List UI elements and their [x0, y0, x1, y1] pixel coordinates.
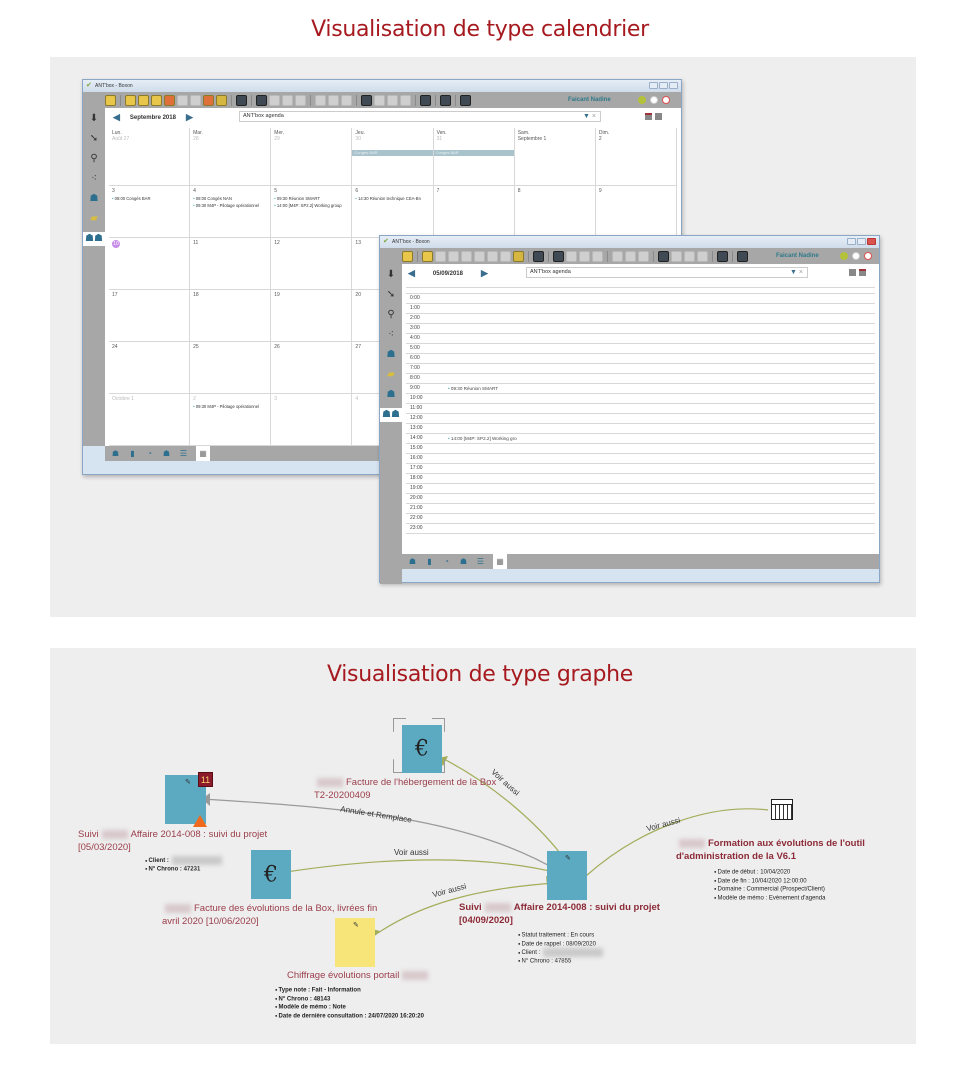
app-logo-icon: ✔ — [383, 238, 389, 245]
graph-panel — [50, 648, 916, 1044]
day-content — [402, 264, 879, 554]
month-view-icon[interactable] — [859, 269, 866, 276]
user-list-tab-icon[interactable]: ☰ — [179, 449, 188, 458]
disabled-tool-icon[interactable] — [190, 95, 201, 106]
day-number: 20 — [355, 292, 361, 298]
disabled-tool-icon[interactable] — [625, 251, 636, 262]
graph-section-title: Visualisation de type graphe — [326, 662, 634, 687]
day-cell[interactable] — [109, 238, 190, 290]
zoom-out-icon[interactable] — [295, 95, 306, 106]
sound-icon[interactable] — [852, 252, 860, 260]
hour-row[interactable] — [406, 414, 875, 424]
day-cell[interactable] — [434, 128, 515, 186]
day-cell[interactable] — [434, 186, 515, 238]
day-number: 6 — [355, 188, 359, 194]
hour-label: 13:00 — [410, 425, 423, 431]
sound-icon[interactable] — [650, 96, 658, 104]
hour-row[interactable] — [406, 474, 875, 484]
notes-icon[interactable]: ▰ — [90, 213, 98, 224]
pencil-icon: ✎ — [353, 922, 359, 929]
help-icon[interactable] — [513, 251, 524, 262]
warning-icon — [193, 815, 207, 827]
weekday-header: Mar. — [193, 130, 203, 136]
power-icon[interactable] — [662, 96, 670, 104]
day-view-icon[interactable] — [849, 269, 856, 276]
day-cell[interactable] — [190, 394, 271, 446]
calendar-section-title: Visualisation de type calendrier — [311, 17, 649, 42]
day-cell[interactable] — [515, 128, 596, 186]
hour-label: 4:00 — [410, 335, 420, 341]
edit-icon[interactable] — [164, 95, 175, 106]
day-cell[interactable] — [352, 186, 433, 238]
window-titlebar — [380, 236, 879, 248]
user-lock-icon[interactable]: ☗ — [89, 193, 99, 204]
hour-label: 20:00 — [410, 495, 423, 501]
hour-label: 9:00 — [410, 385, 420, 391]
day-number: 28 — [193, 136, 199, 142]
folder-open-icon[interactable] — [151, 95, 162, 106]
node-suivi-old-props: ● Client : ● N° Chrono : 47231 — [145, 856, 225, 874]
hour-row[interactable] — [406, 294, 875, 304]
close-button[interactable] — [867, 238, 876, 245]
hour-label: 14:00 — [410, 435, 423, 441]
disabled-tool-icon[interactable] — [684, 251, 695, 262]
hour-label: 7:00 — [410, 365, 420, 371]
hour-label: 15:00 — [410, 445, 423, 451]
pencil-icon: ✎ — [185, 779, 191, 786]
day-number: 11 — [193, 240, 199, 246]
bottom-tabbar — [402, 554, 879, 569]
prev-day-button[interactable]: ◀ — [408, 268, 415, 278]
filter-icon[interactable]: ▼ × — [583, 113, 596, 120]
hour-label: 18:00 — [410, 475, 423, 481]
day-number: 17 — [112, 292, 118, 298]
hour-row[interactable] — [406, 424, 875, 434]
disabled-tool-icon[interactable] — [400, 95, 411, 106]
weekday-header: Ven. — [436, 130, 447, 136]
day-view-window — [379, 235, 880, 583]
day-cell[interactable] — [109, 290, 190, 342]
report-icon[interactable] — [737, 251, 748, 262]
day-number: 30 — [355, 136, 361, 142]
node-suivi-current[interactable] — [547, 851, 587, 900]
day-cell[interactable] — [271, 394, 352, 446]
edge-label-voir-aussi: Voir aussi — [394, 848, 429, 857]
disabled-tool-icon[interactable] — [448, 251, 459, 262]
day-cell[interactable] — [109, 128, 190, 186]
weekday-header: Dim. — [598, 130, 610, 136]
download-icon[interactable]: ⬇ — [386, 269, 396, 280]
hour-label: 5:00 — [410, 345, 420, 351]
hour-row[interactable] — [406, 494, 875, 504]
chart-tab-icon[interactable]: ▮ — [427, 557, 432, 566]
disabled-tool-icon[interactable] — [374, 95, 385, 106]
remove-icon[interactable] — [203, 95, 214, 106]
day-nav — [408, 268, 488, 279]
node-formation-props: ● Date de début : 10/04/2020 ● Date de fin : 10/04/2020 12:00:00 ● Domaine : Commercial (Prospect/Client) ● Modèle de mémo : Evènement d'agenda — [714, 868, 825, 902]
disabled-tool-icon[interactable] — [500, 251, 511, 262]
edge-label-voir-aussi: Voir aussi — [489, 767, 522, 798]
day-number: 5 — [274, 188, 278, 194]
disabled-tool-icon[interactable] — [487, 251, 498, 262]
day-number: 25 — [193, 344, 199, 350]
redacted-text — [679, 839, 705, 848]
day-number: 3 — [274, 396, 278, 402]
node-chiffrage-note[interactable] — [335, 918, 375, 967]
calendar-event[interactable]: • 14:00 [M4P: SP2.2] Working gro — [448, 434, 517, 443]
dashboard-tab-icon[interactable]: ◔ — [147, 449, 152, 458]
hour-label: 22:00 — [410, 515, 423, 521]
hour-row[interactable] — [406, 504, 875, 514]
day-number: 26 — [274, 344, 280, 350]
day-cell[interactable] — [109, 394, 190, 446]
minimize-button[interactable] — [847, 238, 856, 245]
day-cell[interactable] — [271, 342, 352, 394]
hour-row[interactable] — [406, 444, 875, 454]
day-number: 9 — [598, 188, 602, 194]
disabled-tool-icon[interactable] — [315, 95, 326, 106]
note-icon[interactable] — [125, 95, 136, 106]
day-number: Septembre 1 — [517, 136, 547, 142]
status-dot-icon[interactable] — [840, 252, 848, 260]
disabled-tool-icon[interactable] — [697, 251, 708, 262]
day-number: 27 — [355, 344, 361, 350]
pointer-icon[interactable] — [533, 251, 544, 262]
user-lock-icon[interactable]: ☗ — [386, 349, 396, 360]
day-cell[interactable] — [596, 128, 677, 186]
folder-icon[interactable] — [138, 95, 149, 106]
disabled-tool-icon[interactable] — [566, 251, 577, 262]
day-number: Octobre 1 — [112, 396, 134, 402]
today-marker: 10 — [113, 241, 119, 247]
redacted-text — [165, 904, 191, 913]
network-icon[interactable] — [361, 95, 372, 106]
left-sidebar — [380, 264, 402, 584]
day-number: Août 27 — [112, 136, 130, 142]
maximize-button[interactable] — [659, 82, 668, 89]
hour-label: 16:00 — [410, 455, 423, 461]
hour-row[interactable] — [406, 514, 875, 524]
hour-label: 0:00 — [410, 295, 420, 301]
note-icon[interactable] — [422, 251, 433, 262]
disabled-tool-icon[interactable] — [461, 251, 472, 262]
weekday-header: Lun. — [112, 130, 122, 136]
redacted-text — [485, 903, 511, 912]
calendar-event[interactable]: • 09:30 M4P - Pilotage opérationnel — [193, 203, 267, 208]
notes-icon[interactable]: ▰ — [387, 369, 395, 380]
agenda-select[interactable] — [239, 111, 601, 122]
node-formation-label[interactable]: Formation aux évolutions de l'outil d'administration de la V6.1 — [676, 838, 865, 862]
day-cell[interactable] — [515, 186, 596, 238]
window-titlebar — [83, 80, 681, 92]
hour-label: 10:00 — [410, 395, 423, 401]
hour-row[interactable] — [406, 464, 875, 474]
day-number: 18 — [193, 292, 199, 298]
calendar-panel — [50, 57, 916, 617]
search-icon[interactable]: ⚲ — [90, 153, 98, 164]
day-number: 8 — [517, 188, 521, 194]
count-badge: 11 — [198, 772, 213, 787]
disabled-tool-icon[interactable] — [387, 95, 398, 106]
contact-tab-icon[interactable]: ☗ — [111, 449, 120, 458]
dashboard-tab-icon[interactable]: ◔ — [444, 557, 449, 566]
node-facture-evolutions[interactable] — [251, 850, 291, 899]
day-number: 3 — [112, 188, 115, 194]
day-number: 13 — [355, 240, 361, 246]
day-cell[interactable] — [109, 186, 190, 238]
day-number: 31 — [436, 136, 443, 142]
network-icon[interactable] — [658, 251, 669, 262]
users-icon[interactable]: ☗☗ — [83, 232, 105, 246]
weekday-header: Mer. — [274, 130, 285, 136]
day-number: 12 — [274, 240, 280, 246]
hour-row[interactable] — [406, 354, 875, 364]
window-controls — [847, 238, 876, 245]
calendar-event[interactable]: • 14:00 [M4P: SP2.2] Working group — [274, 203, 348, 208]
report-icon[interactable] — [440, 95, 451, 106]
hour-label: 2:00 — [410, 315, 420, 321]
hour-label: 3:00 — [410, 325, 420, 331]
calendar-event[interactable]: • 09:30 Réunion SMART — [274, 196, 348, 201]
hour-row[interactable] — [406, 374, 875, 384]
disabled-tool-icon[interactable] — [474, 251, 485, 262]
filter-icon[interactable]: ▼ × — [790, 269, 803, 276]
hour-row[interactable] — [406, 454, 875, 464]
hour-label: 11:00 — [410, 405, 423, 411]
disabled-tool-icon[interactable] — [612, 251, 623, 262]
hour-row[interactable] — [406, 394, 875, 404]
day-cell[interactable] — [271, 238, 352, 290]
cursor-icon[interactable]: ➘ — [386, 289, 396, 300]
main-toolbar — [380, 248, 879, 264]
sync-users-icon[interactable]: ☗ — [386, 389, 396, 400]
node-suivi-current-label[interactable]: Suivi Affaire 2014-008 : suivi du projet [04/09/2020] — [459, 902, 660, 926]
month-nav — [113, 112, 193, 123]
disabled-tool-icon[interactable] — [177, 95, 188, 106]
hour-label: 8:00 — [410, 375, 420, 381]
node-chiffrage-label[interactable]: Chiffrage évolutions portail — [287, 969, 431, 982]
redacted-text — [402, 971, 428, 980]
edge-label-voir-aussi: Voir aussi — [431, 881, 468, 900]
day-cell[interactable] — [596, 186, 677, 238]
euro-icon: € — [264, 862, 278, 887]
hour-label: 23:00 — [410, 525, 423, 531]
pencil-icon: ✎ — [565, 855, 571, 862]
all-day-event[interactable]: Congés BAR — [352, 150, 432, 156]
node-suivi-current-props: ● Statut traitement : En cours ● Date de rappel : 08/09/2020 ● Client : ● N° Chrono : 47855 — [518, 931, 606, 966]
redacted-text — [317, 778, 343, 787]
agenda-value: ANT'box agenda — [530, 269, 571, 275]
app-logo-icon: ✔ — [86, 82, 92, 89]
day-cell[interactable] — [271, 186, 352, 238]
eye-icon[interactable] — [717, 251, 728, 262]
window-title: ANT'box - Boxon — [95, 83, 133, 89]
zoom-in-icon[interactable] — [579, 251, 590, 262]
left-sidebar — [83, 108, 105, 446]
chart-tab-icon[interactable]: ▮ — [130, 449, 135, 458]
group-tab-icon[interactable]: ☗ — [162, 449, 171, 458]
hour-row[interactable] — [406, 314, 875, 324]
cursor-icon[interactable]: ➘ — [89, 133, 99, 144]
edge-label-voir-aussi: Voir aussi — [645, 815, 682, 834]
day-number: 29 — [274, 136, 280, 142]
calendar-event-icon[interactable] — [771, 799, 793, 820]
delete-doc-icon[interactable] — [402, 251, 413, 262]
hour-row[interactable] — [406, 404, 875, 414]
calendar-event[interactable]: • 14:30 Réunion technique CEA-Bn — [355, 196, 429, 201]
month-view-icon[interactable] — [645, 113, 652, 120]
hour-row[interactable] — [406, 324, 875, 334]
day-number — [112, 240, 186, 250]
weekday-header: Sam. — [517, 130, 530, 136]
hour-row[interactable] — [406, 524, 875, 534]
current-user[interactable]: Faicant Nadine — [776, 253, 819, 259]
hour-label: 6:00 — [410, 355, 420, 361]
current-user[interactable]: Faicant Nadine — [568, 97, 611, 103]
minimize-button[interactable] — [649, 82, 658, 89]
day-number: 7 — [436, 188, 440, 194]
calendar-tab-icon[interactable]: ▦ — [493, 554, 507, 569]
day-number: 24 — [112, 344, 118, 350]
day-cell[interactable] — [190, 238, 271, 290]
power-icon[interactable] — [864, 252, 872, 260]
group-tab-icon[interactable]: ☗ — [459, 557, 468, 566]
hour-row[interactable] — [406, 344, 875, 354]
close-button[interactable] — [669, 82, 678, 89]
calendar-event[interactable]: • 08:00 Congés NAN — [193, 196, 267, 201]
user-list-tab-icon[interactable]: ☰ — [476, 557, 485, 566]
day-cell[interactable] — [271, 290, 352, 342]
calendar-event[interactable]: • 09:30 Réunion SMART — [448, 384, 498, 393]
hour-row[interactable] — [406, 484, 875, 494]
day-cell[interactable] — [190, 342, 271, 394]
hour-label: 1:00 — [410, 305, 420, 311]
disabled-tool-icon[interactable] — [328, 95, 339, 106]
day-number: 19 — [274, 292, 280, 298]
view-switcher — [849, 269, 866, 276]
prev-month-button[interactable]: ◀ — [113, 112, 120, 122]
window-controls — [649, 82, 678, 89]
search-icon[interactable] — [553, 251, 564, 262]
hour-row[interactable] — [406, 384, 875, 394]
node-suivi-old-label[interactable]: Suivi Affaire 2014-008 : suivi du projet [05/03/2020] — [78, 829, 268, 853]
node-chiffrage-props: ● Type note : Fait - Information ● N° Chrono : 48143 ● Modèle de mémo : Note ● Date de dernière consultation : 24/07/2020 16:20:20 — [275, 986, 424, 1020]
disabled-tool-icon[interactable] — [638, 251, 649, 262]
day-cell[interactable] — [352, 128, 433, 186]
search-icon[interactable]: ⚲ — [387, 309, 395, 320]
next-month-button[interactable]: ▶ — [185, 112, 193, 122]
day-cell[interactable] — [190, 186, 271, 238]
pointer-icon[interactable] — [236, 95, 247, 106]
month-label: Septembre 2018 — [129, 114, 176, 121]
calendar-tab-icon[interactable]: ▦ — [196, 446, 210, 461]
node-facture-evolutions-label[interactable]: Facture des évolutions de la Box, livrées fin avril 2020 [10/06/2020] — [162, 903, 378, 927]
edge-label-annule: Annule et Remplace — [339, 804, 413, 825]
hour-row[interactable] — [406, 304, 875, 314]
day-number: 4 — [193, 188, 196, 194]
node-facture-hebergement-label[interactable]: Facture de l'hébergement de la Box T2-20200409 — [314, 777, 497, 801]
day-number: 4 — [355, 396, 359, 402]
agenda-value: ANT'box agenda — [243, 113, 284, 119]
status-tray — [840, 252, 872, 260]
main-toolbar — [83, 92, 681, 108]
status-dot-icon[interactable] — [638, 96, 646, 104]
next-day-button[interactable]: ▶ — [480, 268, 488, 278]
day-cell[interactable] — [190, 128, 271, 186]
disabled-tool-icon[interactable] — [435, 251, 446, 262]
maximize-button[interactable] — [857, 238, 866, 245]
search-icon[interactable] — [256, 95, 267, 106]
users-icon[interactable]: ☗☗ — [380, 408, 402, 422]
redacted-text — [102, 830, 128, 839]
disabled-tool-icon[interactable] — [341, 95, 352, 106]
hour-row[interactable] — [406, 334, 875, 344]
window-title: ANT'box - Boxon — [392, 239, 430, 245]
hour-row[interactable] — [406, 364, 875, 374]
agenda-select[interactable] — [526, 267, 808, 278]
hour-label: 17:00 — [410, 465, 423, 471]
all-day-event[interactable]: Congés BAR — [434, 150, 514, 156]
status-tray — [638, 96, 670, 104]
day-number: 2 — [598, 136, 602, 142]
day-cell[interactable] — [109, 342, 190, 394]
hour-list — [406, 294, 875, 534]
view-switcher — [645, 113, 662, 120]
disabled-tool-icon[interactable] — [671, 251, 682, 262]
day-cell[interactable] — [271, 128, 352, 186]
day-view-icon[interactable] — [655, 113, 662, 120]
hour-label: 19:00 — [410, 485, 423, 491]
question-icon[interactable] — [460, 95, 471, 106]
help-icon[interactable] — [216, 95, 227, 106]
zoom-in-icon[interactable] — [282, 95, 293, 106]
euro-icon: € — [415, 736, 429, 762]
disabled-tool-icon[interactable] — [269, 95, 280, 106]
weekday-header: Jeu. — [355, 130, 365, 136]
node-facture-hebergement[interactable] — [402, 725, 442, 773]
hour-label: 21:00 — [410, 505, 423, 511]
delete-doc-icon[interactable] — [105, 95, 116, 106]
calendar-event[interactable]: • 08:00 Congés BAR — [112, 196, 186, 201]
calendar-event[interactable]: • 09:30 M4P - Pilotage opérationnel — [193, 404, 267, 409]
hierarchy-icon[interactable]: ⁖ — [91, 173, 97, 184]
download-icon[interactable]: ⬇ — [89, 113, 99, 124]
day-cell[interactable] — [190, 290, 271, 342]
zoom-out-icon[interactable] — [592, 251, 603, 262]
hour-row[interactable] — [406, 434, 875, 444]
day-label: 05/09/2018 — [432, 270, 463, 277]
day-number: 2 — [193, 396, 196, 402]
hour-label: 12:00 — [410, 415, 423, 421]
eye-icon[interactable] — [420, 95, 431, 106]
hierarchy-icon[interactable]: ⁖ — [388, 329, 394, 340]
contact-tab-icon[interactable]: ☗ — [408, 557, 417, 566]
